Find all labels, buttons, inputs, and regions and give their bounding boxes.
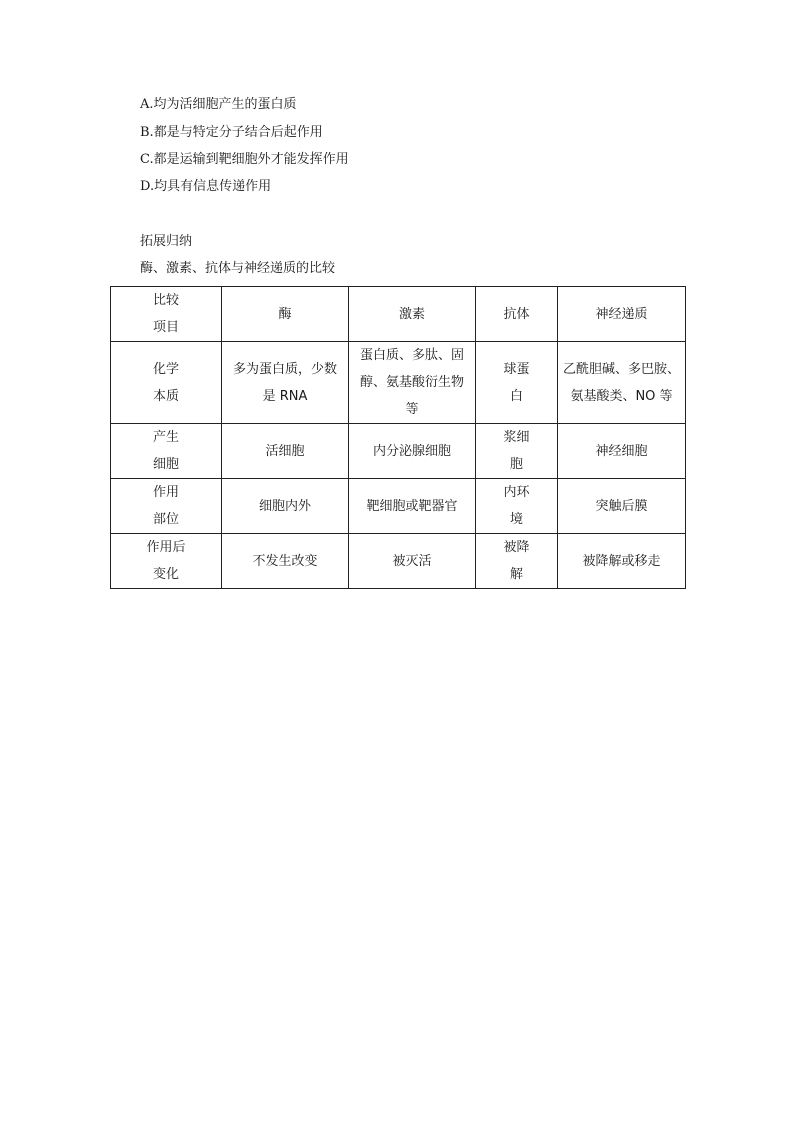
header-hormone: 激素	[349, 287, 476, 342]
section-title: 拓展归纳	[140, 234, 193, 249]
cell-antibody: 内环 境	[476, 479, 558, 534]
cell-hormone: 靶细胞或靶器官	[349, 479, 476, 534]
cell-enzyme: 不发生改变	[222, 534, 349, 589]
cell-enzyme: 细胞内外	[222, 479, 349, 534]
table-row	[111, 424, 686, 479]
cell-antibody: 球蛋 白	[476, 342, 558, 424]
table-header-row	[111, 287, 686, 342]
option-c	[140, 150, 349, 170]
option-letter: A.	[140, 97, 154, 112]
table-row	[111, 342, 686, 424]
cell-neurotransmitter: 乙酰胆碱、多巴胺、 氨基酸类、NO 等	[558, 342, 686, 424]
option-letter: B.	[140, 125, 154, 140]
option-letter: D.	[140, 179, 155, 194]
cell-neurotransmitter: 被降解或移走	[558, 534, 686, 589]
option-text: 都是与特定分子结合后起作用	[153, 125, 323, 140]
table-row	[111, 534, 686, 589]
cell-neurotransmitter: 突触后膜	[558, 479, 686, 534]
cell-hormone: 内分泌腺细胞	[349, 424, 476, 479]
comparison-table	[110, 286, 686, 589]
table-title: 酶、激素、抗体与神经递质的比较	[140, 261, 336, 276]
row-label: 产生 细胞	[111, 424, 222, 479]
header-antibody: 抗体	[476, 287, 558, 342]
option-letter: C.	[140, 152, 154, 167]
header-enzyme: 酶	[222, 287, 349, 342]
option-text: 都是运输到靶细胞外才能发挥作用	[153, 152, 349, 167]
cell-hormone: 蛋白质、多肽、固 醇、氨基酸衍生物 等	[349, 342, 476, 424]
option-a	[140, 95, 297, 115]
header-neurotransmitter: 神经递质	[558, 287, 686, 342]
option-text: 均为活细胞产生的蛋白质	[153, 97, 297, 112]
header-item-cell: 比较 项目	[111, 287, 222, 342]
cell-enzyme: 多为蛋白质，少数 是 RNA	[222, 342, 349, 424]
option-d	[140, 177, 271, 197]
cell-antibody: 浆细 胞	[476, 424, 558, 479]
option-text: 均具有信息传递作用	[154, 179, 272, 194]
table-row	[111, 479, 686, 534]
cell-neurotransmitter: 神经细胞	[558, 424, 686, 479]
option-b	[140, 123, 323, 143]
cell-antibody: 被降 解	[476, 534, 558, 589]
row-label: 化学 本质	[111, 342, 222, 424]
row-label: 作用 部位	[111, 479, 222, 534]
row-label: 作用后 变化	[111, 534, 222, 589]
cell-enzyme: 活细胞	[222, 424, 349, 479]
cell-hormone: 被灭活	[349, 534, 476, 589]
